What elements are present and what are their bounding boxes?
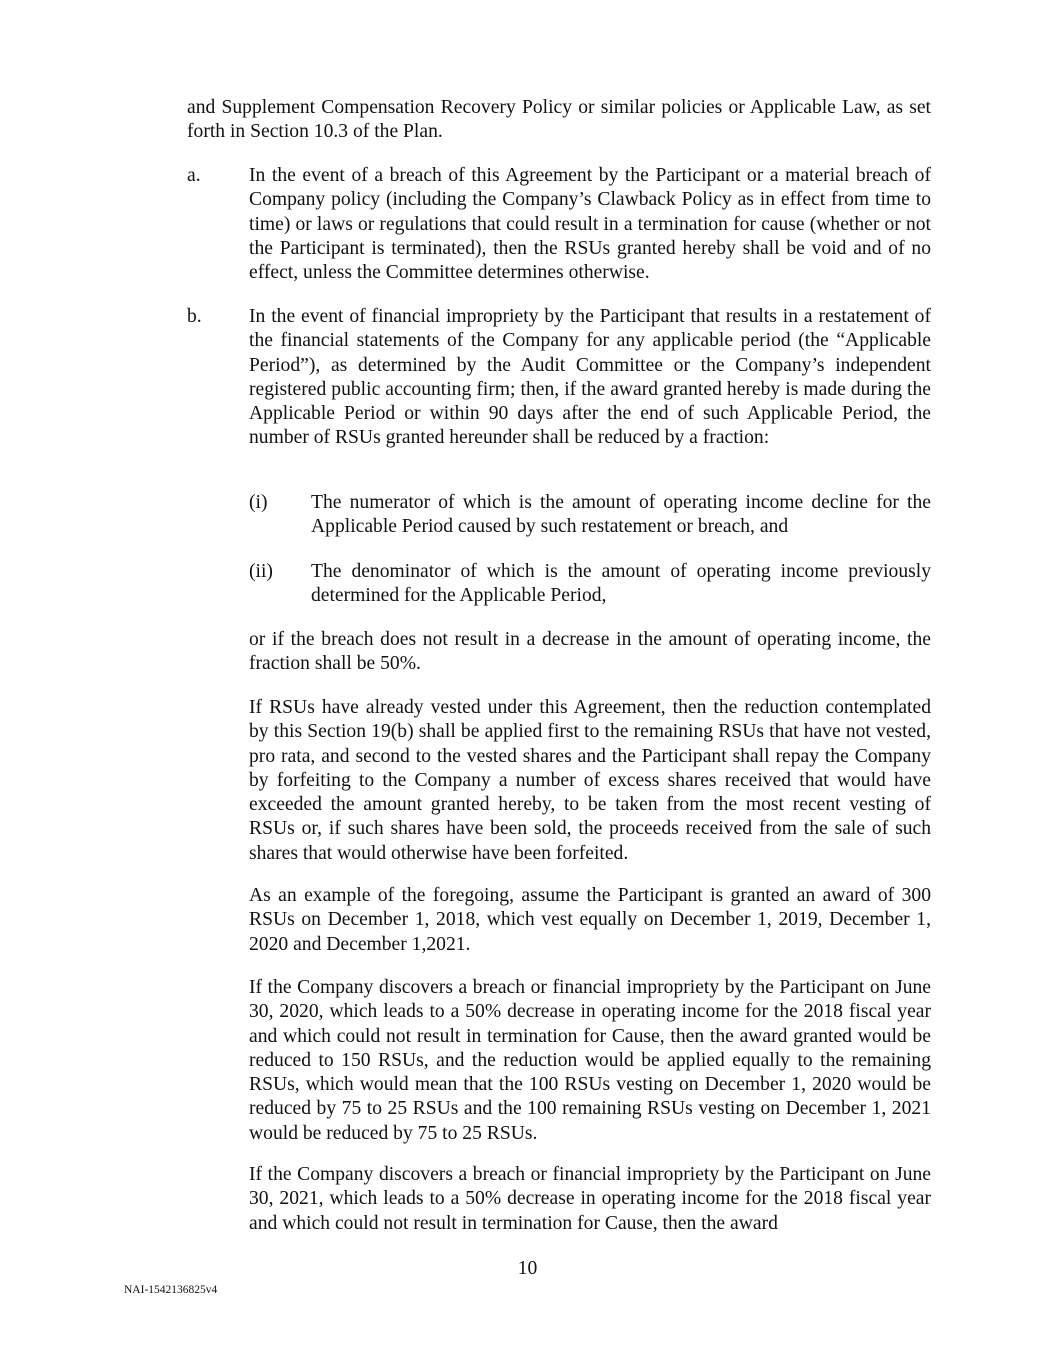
item-b-text: In the event of financial impropriety by the Participant that results in a restatement of the financial statements of the Company for any applicable period (the “Applicable Period”), as determined by the Audit Committee or the Company’s independent registered public accounting firm; then, if the award granted hereby is made during the Applicable Period or within 90 days after the end of such Applicable Period, the number of RSUs granted hereunder shall be reduced by a fraction:	[249, 306, 931, 449]
item-a-text: In the event of a breach of this Agreement by the Participant or a material breach of Company policy (including the Company’s Clawback Policy as in effect from time to time) or laws or regulations that could result in a termination for cause (whether or not the Participant is terminated), then the RSUs granted hereby shall be void and of no effect, unless the Committee determines otherwise.	[249, 165, 931, 284]
subitem-ii-marker: (ii)	[249, 561, 273, 582]
document-id: NAI-1542136825v4	[124, 1284, 218, 1296]
page-number: 10	[517, 1258, 538, 1279]
vested-reduction-paragraph: If RSUs have already vested under this Agreement, then the reduction contemplated by this Section 19(b) shall be applied first to the remaining RSUs that have not vested, pro rata, and second to the vested shares and the Participant shall repay the Company by forfeiting to the Company a number of excess shares received that would have exceeded the amount granted hereby, to be taken from the most recent vesting of RSUs or, if such shares have been sold, the proceeds received from the sale of such shares that would otherwise have been forfeited.	[249, 697, 931, 864]
item-b-marker: b.	[187, 306, 202, 327]
subitem-ii-text: The denominator of which is the amount of operating income previously determined for the Applicable Period,	[311, 561, 931, 607]
intro-paragraph: and Supplement Compensation Recovery Policy or similar policies or Applicable Law, as set forth in Section 10.3 of the Plan.	[187, 97, 931, 143]
item-a-marker: a.	[187, 165, 201, 186]
fraction-fallback-paragraph: or if the breach does not result in a decrease in the amount of operating income, the fraction shall be 50%.	[249, 629, 931, 675]
example-2021-paragraph: If the Company discovers a breach or financial impropriety by the Participant on June 30, 2021, which leads to a 50% decrease in operating income for the 2018 fiscal year and which could not result in termination for Cause, then the award	[249, 1164, 931, 1234]
subitem-i-text: The numerator of which is the amount of operating income decline for the Applicable Period caused by such restatement or breach, and	[311, 492, 931, 538]
example-2020-paragraph: If the Company discovers a breach or financial impropriety by the Participant on June 30, 2020, which leads to a 50% decrease in operating income for the 2018 fiscal year and which could not result in termination for Cause, then the award granted would be reduced to 150 RSUs, and the reduction would be applied equally to the remaining RSUs, which would mean that the 100 RSUs vesting on December 1, 2020 would be reduced by 75 to 25 RSUs and the 100 remaining RSUs vesting on December 1, 2021 would be reduced by 75 to 25 RSUs.	[249, 977, 931, 1144]
example-paragraph: As an example of the foregoing, assume the Participant is granted an award of 300 RSUs on December 1, 2018, which vest equally on December 1, 2019, December 1, 2020 and December 1,2021.	[249, 885, 931, 955]
subitem-i-marker: (i)	[249, 492, 268, 513]
